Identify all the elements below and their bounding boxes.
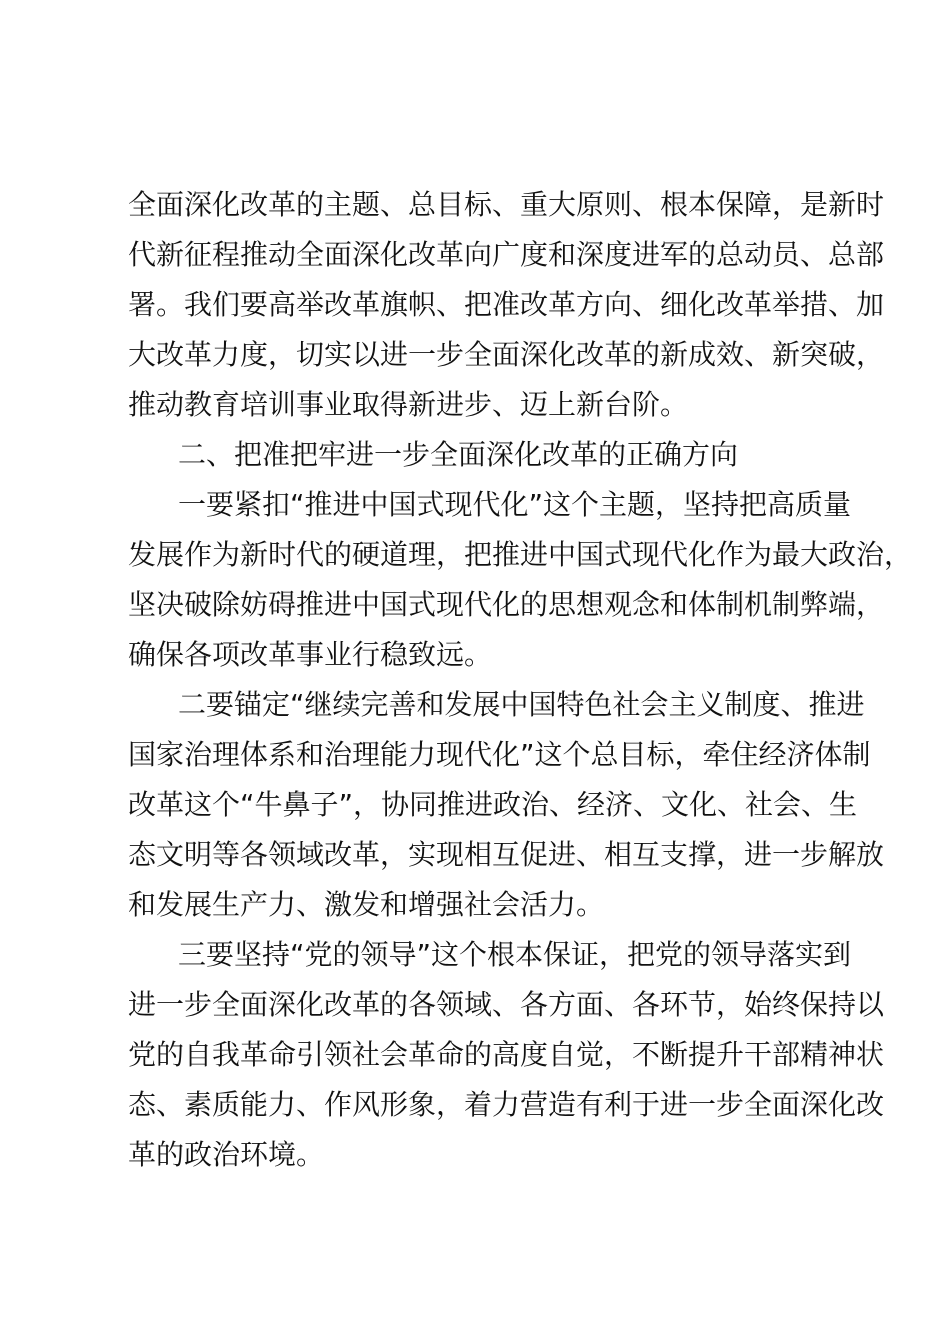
paragraph-2-line-2: 发展作为新时代的硬道理，把推进中国式现代化作为最大政治， bbox=[128, 538, 913, 571]
paragraph-1-line-3: 署。我们要高举改革旗帜、把准改革方向、细化改革举措、加 bbox=[128, 288, 885, 321]
paragraph-3-line-3: 改革这个“牛鼻子”，协同推进政治、经济、文化、社会、生 bbox=[128, 788, 858, 821]
paragraph-3-line-5: 和发展生产力、激发和增强社会活力。 bbox=[128, 888, 605, 921]
paragraph-3-line-4: 态文明等各领域改革，实现相互促进、相互支撑，进一步解放 bbox=[128, 838, 885, 871]
document-body bbox=[128, 180, 913, 1180]
paragraph-2-line-3: 坚决破除妨碍推进中国式现代化的思想观念和体制机制弊端， bbox=[128, 588, 885, 621]
paragraph-4-line-3: 党的自我革命引领社会革命的高度自觉，不断提升干部精神状 bbox=[128, 1038, 885, 1071]
paragraph-1-line-1: 全面深化改革的主题、总目标、重大原则、根本保障，是新时 bbox=[128, 188, 885, 221]
paragraph-1-line-2: 代新征程推动全面深化改革向广度和深度进军的总动员、总部 bbox=[128, 238, 885, 271]
paragraph-4-line-2: 进一步全面深化改革的各领域、各方面、各环节，始终保持以 bbox=[128, 988, 885, 1021]
section-heading: 二、把准把牢进一步全面深化改革的正确方向 bbox=[178, 438, 739, 471]
paragraph-4-line-4: 态、素质能力、作风形象，着力营造有利于进一步全面深化改 bbox=[128, 1088, 885, 1121]
paragraph-3-line-1: 二要锚定“继续完善和发展中国特色社会主义制度、推进 bbox=[178, 688, 865, 721]
paragraph-1-line-4: 大改革力度，切实以进一步全面深化改革的新成效、新突破， bbox=[128, 338, 885, 371]
paragraph-1-line-5: 推动教育培训事业取得新进步、迈上新台阶。 bbox=[128, 388, 689, 421]
paragraph-2-line-1: 一要紧扣“推进中国式现代化”这个主题，坚持把高质量 bbox=[178, 488, 852, 521]
paragraph-3-line-2: 国家治理体系和治理能力现代化”这个总目标，牵住经济体制 bbox=[128, 738, 871, 771]
paragraph-4-line-1: 三要坚持“党的领导”这个根本保证，把党的领导落实到 bbox=[178, 938, 852, 971]
paragraph-2-line-4: 确保各项改革事业行稳致远。 bbox=[128, 638, 493, 671]
paragraph-4-line-5: 革的政治环境。 bbox=[128, 1138, 325, 1171]
